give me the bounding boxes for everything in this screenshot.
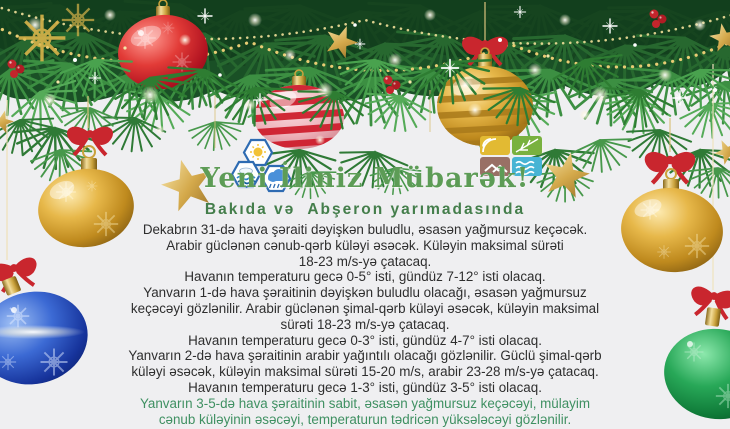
- forecast-line: Yanvarın 2-də hava şəraitinin arabir yağıntılı olacağı gözlənilir. Güclü şimal-qərb: [128, 348, 602, 364]
- forecast-line: 18-23 m/s-yə çatacaq.: [298, 253, 432, 269]
- greeting-title: Yeni İliniz Mübarək!: [200, 163, 530, 194]
- region-subtitle: Bakıda və Abşeron yarımadasında: [204, 201, 526, 218]
- forecast-line: Havanın temperaturu gecə 1-3° isti, gündüz 3-5° isti olacaq.: [188, 379, 542, 395]
- forecast-line: Yanvarın 3-5-də hava şəraitinin sabit, əsasən yağmursuz keçəcəyi, mülayim: [139, 395, 591, 411]
- forecast-line: Arabir güclənən cənub-qərb küləyi əsəcək. Küləyin maksimal sürəti: [166, 237, 564, 253]
- forecast-line: Havanın temperaturu gecə 0-5° isti, gündüz 7-12° isti olacaq.: [184, 269, 546, 285]
- snowflake-icon: [19, 15, 66, 62]
- forecast-line: keçəcəyi gözlənilir. Arabir güclənən şimal-qərb küləyi əsəcək, küləyin maksimal: [130, 300, 600, 316]
- forecast-line: cənub küləyinin əsəcəyi, temperaturun tədricən yüksələcəyi gözlənilir.: [158, 411, 572, 427]
- forecast-line: Yanvarın 1-də hava şəraitinin dəyişkən buludlu olacağı, əsasən yağmursuz: [143, 285, 587, 301]
- green-bauble-right: [658, 286, 730, 426]
- forecast-line: Dekabrın 31-də hava şəraiti dəyişkən buludlu, əsasən yağmursuz keçəcək.: [142, 222, 588, 237]
- forecast-line: Havanın temperaturu gecə 0-3° isti, gündüz 4-7° isti olacaq.: [188, 332, 542, 348]
- forecast-line: küləyi əsəcək, küləyin maksimal sürəti 15-20 m/s, arabir 23-28 m/s-yə çatacaq.: [131, 364, 599, 380]
- blue-bauble-left: [0, 257, 96, 395]
- ecology-ministry-logo: [480, 136, 542, 176]
- forecast-line: sürəti 18-23 m/s-yə çatacaq.: [280, 316, 450, 332]
- hydromet-service-logo: [232, 140, 290, 191]
- snowflake-icon: [62, 4, 94, 36]
- star-icon: [156, 153, 218, 213]
